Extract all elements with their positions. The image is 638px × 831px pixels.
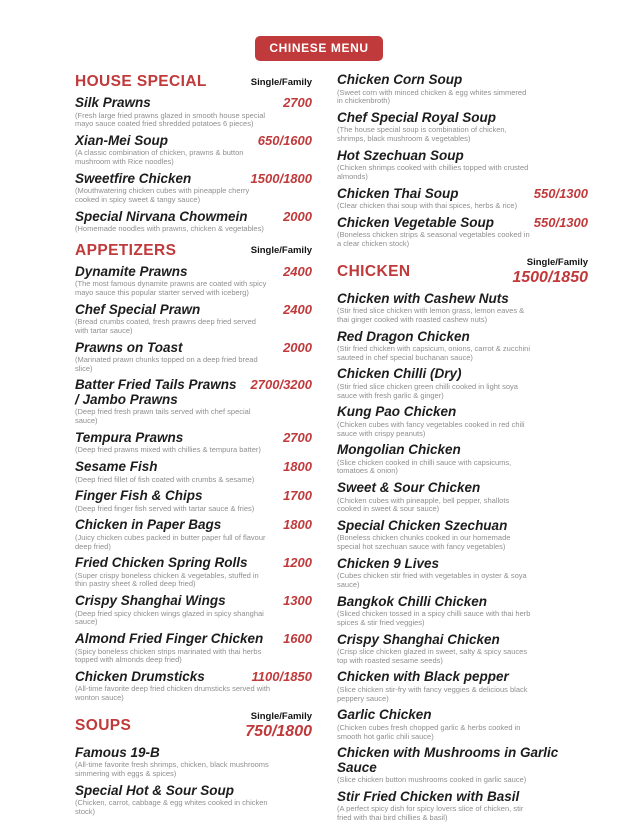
menu-item	[337, 633, 588, 666]
price-header-label: Single/Family	[526, 256, 588, 268]
item-description: (Stir fried slice chicken with lemon grass, lemon eaves & thai ginger cooked with roasted cashew nuts)	[337, 306, 525, 324]
item-name: Special Hot & Sour Soup	[75, 782, 235, 798]
section-header	[75, 242, 312, 260]
item-description: (Chicken shrimps cooked with chillies topped with crusted almonds)	[337, 163, 529, 181]
item-name: Chicken 9 Lives	[337, 555, 440, 571]
menu-title-badge: CHINESE MENU	[255, 36, 382, 61]
item-description: (Clear chicken thai soup with thai spices, herbs & rice)	[337, 201, 518, 211]
menu-item	[75, 556, 312, 589]
item-description: (Super crispy boneless chicken & vegetables, stuffed in thin pastry sheet & rolled deep fried)	[75, 570, 259, 589]
menu-item-row	[75, 210, 312, 225]
menu-item	[337, 405, 588, 438]
menu-item	[75, 784, 312, 817]
item-price: 1600	[283, 631, 312, 646]
item-name: Fried Chicken Spring Rolls	[75, 555, 248, 571]
item-name: Stir Fried Chicken with Basil	[337, 788, 520, 804]
item-price: 650/1600	[257, 132, 312, 148]
menu-item	[75, 489, 312, 513]
menu-item-row	[75, 518, 312, 533]
item-name: Famous 19-B	[75, 744, 160, 760]
menu-item	[75, 96, 312, 129]
menu-item	[337, 367, 588, 400]
menu-item	[75, 210, 312, 234]
item-name: Chicken with Cashew Nuts	[337, 290, 509, 306]
left-column	[75, 73, 312, 825]
item-price: 2700	[283, 429, 312, 445]
item-price: 2400	[283, 263, 312, 279]
item-name: Mongolian Chicken	[337, 442, 461, 458]
menu-item-row	[337, 111, 588, 126]
menu-item-row	[337, 187, 588, 202]
menu-item-row	[337, 73, 588, 88]
menu-item-row	[337, 790, 588, 805]
menu-item	[337, 292, 588, 325]
menu-item-row	[337, 557, 588, 572]
menu-item	[337, 519, 588, 552]
menu-item	[75, 518, 312, 551]
item-description: (Crisp slice chicken glazed in sweet, salty & spicy sauces top with roasted sesame seeds)	[337, 647, 528, 665]
item-description: (Sweet corn with minced chicken & egg whites simmered in chickenbroth)	[337, 87, 527, 106]
item-name: Chicken with Mushrooms in Garlic Sauce	[337, 745, 559, 775]
menu-item-row	[75, 784, 312, 799]
menu-item-row	[75, 341, 312, 356]
section-title: CHICKEN	[337, 262, 411, 280]
item-description: (Chicken cubes fresh chopped garlic & herbs cooked in smooth hot garlic chili sauce)	[337, 722, 521, 741]
menu-item-row	[75, 489, 312, 504]
item-name: Chicken Corn Soup	[337, 72, 463, 87]
item-price: 2400	[283, 301, 312, 317]
menu-item-row	[75, 265, 312, 280]
item-price: 1300	[283, 593, 312, 609]
item-name: Chicken Vegetable Soup	[337, 214, 495, 230]
menu-section	[75, 73, 312, 234]
item-name: Crispy Shanghai Chicken	[337, 631, 500, 647]
menu-item	[337, 790, 588, 823]
item-name: Sweetfire Chicken	[75, 170, 192, 186]
item-description: (Slice chicken stir-fry with fancy veggies & delicious black peppery sauce)	[337, 684, 528, 703]
price-header-label: Single/Family	[250, 245, 312, 257]
item-description: (All-time favorite deep fried chicken drumsticks served with wonton sauce)	[75, 684, 271, 703]
menu-item-row	[75, 594, 312, 609]
menu-item	[75, 265, 312, 298]
item-name: Almond Fried Finger Chicken	[75, 631, 264, 646]
item-name: Sesame Fish	[75, 459, 158, 474]
menu-item	[75, 134, 312, 167]
item-price: 1500/1800	[250, 170, 312, 186]
item-description: (Boneless chicken strips & seasonal vegetables cooked in a clear chicken stock)	[337, 230, 530, 248]
menu-item-row	[337, 443, 588, 458]
item-name: Tempura Prawns	[75, 429, 184, 445]
menu-item	[75, 341, 312, 374]
item-description: (The house special soup is combination of chicken, shrimps, black mushroom & vegetables)	[337, 125, 507, 144]
item-description: (Bread crumbs coated, fresh prawns deep fried served with tartar sauce)	[75, 317, 256, 335]
item-price: 2000	[283, 208, 312, 224]
item-name: Chicken Drumsticks	[75, 668, 205, 684]
menu-item-row	[337, 292, 588, 307]
item-name: Chicken in Paper Bags	[75, 517, 222, 533]
menu-item-row	[75, 670, 312, 685]
menu-item	[337, 708, 588, 741]
item-name: Chef Special Royal Soup	[337, 109, 497, 125]
item-price: 2700	[283, 95, 312, 110]
item-name: Xian-Mei Soup	[75, 132, 169, 148]
menu-item	[337, 330, 588, 363]
menu-item	[75, 632, 312, 665]
item-name: Chicken Chilli (Dry)	[337, 366, 462, 382]
menu-item-row	[75, 746, 312, 761]
item-name: Batter Fried Tails Prawns / Jambo Prawns	[75, 377, 237, 407]
item-description: (Mouthwatering chicken cubes with pineapple cherry cooked in spicy sweet & tangy sauce)	[75, 186, 250, 204]
item-name: Silk Prawns	[75, 95, 151, 110]
item-description: (Deep fried prawns mixed with chillies & tempura batter)	[75, 445, 261, 455]
item-description: (Deep fried finger fish served with tartar sauce & fries)	[75, 503, 255, 513]
item-description: (Homemade noodles with prawns, chicken & vegetables)	[75, 224, 264, 234]
item-name: Chicken Thai Soup	[337, 185, 459, 201]
section-price: 1500/1850	[512, 268, 588, 286]
item-price: 1800	[283, 517, 312, 533]
item-description: (Deep fried spicy chicken wings glazed in spicy shanghai sauce)	[75, 608, 264, 627]
menu-item-row	[75, 303, 312, 318]
section-title: APPETIZERS	[75, 241, 177, 259]
section-header	[337, 257, 588, 287]
section-price-header	[251, 77, 312, 88]
item-description: (Spicy boneless chicken strips marinated with thai herbs topped with almonds deep fried)	[75, 646, 262, 665]
item-description: (Sliced chicken tossed in a spicy chilli sauce with thai herb spices & stir fried veggies)	[337, 609, 531, 627]
section-title: SOUPS	[75, 716, 132, 734]
item-description: (Slice chicken cooked in chilli sauce with capsicums, tomatoes & onion)	[337, 457, 512, 476]
menu-item-row	[75, 431, 312, 446]
menu-item	[75, 746, 312, 779]
item-description: (Chicken cubes with pineapple, bell pepper, shallots cooked in sweet & sour sauce)	[337, 495, 510, 514]
item-description: (Fresh large fried prawns glazed in smooth house special mayo sauce coated fried shredded potatoes 6 pieces)	[75, 110, 266, 129]
menu-item	[337, 111, 588, 144]
item-description: (All-time favorite fresh shrimps, chicken, black mushrooms simmering with eggs & spices)	[75, 760, 269, 778]
menu-item-row	[337, 330, 588, 345]
menu-item	[337, 595, 588, 628]
menu-item	[337, 216, 588, 249]
item-description: (A classic combination of chicken, prawns & button mushroom with Rice noodles)	[75, 148, 244, 167]
menu-item-row	[337, 519, 588, 534]
section-header	[75, 73, 312, 91]
menu-item-row	[337, 708, 588, 723]
item-name: Kung Pao Chicken	[337, 404, 457, 420]
item-price: 1800	[283, 459, 312, 474]
item-description: (Cubes chicken stir fried with vegetables in oyster & soya sauce)	[337, 571, 527, 589]
price-header-label: Single/Family	[250, 710, 312, 722]
item-name: Hot Szechuan Soup	[337, 147, 464, 163]
section-price-header	[245, 711, 312, 741]
menu-item-row	[337, 149, 588, 164]
item-description: (Deep fried fresh prawn tails served with chef special sauce)	[75, 407, 251, 426]
item-name: Finger Fish & Chips	[75, 488, 203, 504]
item-price: 1100/1850	[251, 668, 312, 684]
item-price: 1700	[283, 488, 312, 504]
menu-section	[75, 711, 312, 817]
item-price: 550/1300	[533, 185, 588, 201]
menu-item-row	[75, 378, 312, 407]
menu-item	[75, 431, 312, 455]
item-description: (Slice chicken button mushrooms cooked in garlic sauce)	[337, 775, 527, 785]
section-title: HOUSE SPECIAL	[75, 73, 207, 90]
item-description: (Chicken, carrot, cabbage & egg whites cooked in chicken stock)	[75, 798, 268, 816]
item-description: (Deep fried fillet of fish coated with crumbs & sesame)	[75, 474, 255, 484]
item-name: Chef Special Prawn	[75, 301, 201, 317]
menu-item	[75, 460, 312, 484]
item-description: (Marinated prawn chunks topped on a deep fried bread slice)	[75, 355, 258, 373]
item-price: 550/1300	[533, 214, 588, 230]
menu-columns	[0, 61, 638, 831]
item-name: Garlic Chicken	[337, 707, 432, 723]
item-name: Dynamite Prawns	[75, 263, 188, 279]
menu-item-row	[75, 172, 312, 187]
item-description: (A perfect spicy dish for spicy lovers slice of chicken, stir fried with thai bird chillies & basil)	[337, 804, 524, 823]
menu-item	[75, 594, 312, 627]
menu-item-row	[337, 633, 588, 648]
menu-item	[75, 670, 312, 703]
menu-section	[75, 242, 312, 703]
menu-item	[337, 481, 588, 514]
menu-item	[337, 443, 588, 476]
menu-item-row	[337, 670, 588, 685]
price-header-label: Single/Family	[250, 76, 312, 88]
menu-item-row	[337, 746, 588, 775]
item-description: (Stir fried slice chicken green chilli cooked in light soya sauce with fresh garlic & ginger)	[337, 381, 518, 400]
item-description: (Juicy chicken cubes packed in butter paper full of flavour deep fried)	[75, 532, 266, 551]
menu-item	[337, 557, 588, 590]
item-name: Crispy Shanghai Wings	[75, 593, 226, 609]
menu-item	[337, 149, 588, 182]
menu-header	[0, 0, 638, 61]
section-price-header	[251, 245, 312, 256]
menu-section	[337, 257, 588, 823]
item-description: (Stir fried chicken with capsicum, onions, carrot & zucchini sauteed in chef special buchanan sauce)	[337, 344, 530, 362]
section-price: 750/1800	[245, 722, 312, 740]
menu-item	[337, 670, 588, 703]
item-description: (Boneless chicken chunks cooked in our homemade special hot szechuan sauce with fancy vegetables)	[337, 533, 511, 552]
menu-item	[337, 746, 588, 785]
menu-item-row	[75, 556, 312, 571]
item-name: Sweet & Sour Chicken	[337, 480, 481, 496]
menu-item	[337, 73, 588, 106]
menu-item-row	[337, 481, 588, 496]
item-name: Special Chicken Szechuan	[337, 517, 508, 533]
item-price: 2000	[283, 339, 312, 355]
menu-item-row	[75, 460, 312, 475]
item-price: 2700/3200	[250, 377, 312, 393]
item-description: (Chicken cubes with fancy vegetables cooked in red chili sauce with crispy peanuts)	[337, 419, 525, 438]
menu-item	[75, 303, 312, 336]
menu-item	[337, 187, 588, 211]
item-description: (The most famous dynamite prawns are coated with spicy mayo sauce this popular starter served with iceberg)	[75, 279, 267, 297]
item-name: Chicken with Black pepper	[337, 669, 509, 685]
menu-item-row	[75, 632, 312, 647]
menu-item	[75, 378, 312, 425]
menu-item-row	[75, 134, 312, 149]
item-name: Bangkok Chilli Chicken	[337, 593, 488, 609]
item-name: Special Nirvana Chowmein	[75, 208, 248, 224]
item-price: 1200	[283, 555, 312, 571]
menu-item	[75, 172, 312, 205]
menu-item-row	[337, 216, 588, 231]
section-header	[75, 711, 312, 741]
item-name: Prawns on Toast	[75, 339, 183, 355]
item-name: Red Dragon Chicken	[337, 328, 470, 344]
menu-section	[337, 73, 588, 249]
menu-item-row	[337, 405, 588, 420]
menu-item-row	[75, 96, 312, 111]
menu-item-row	[337, 595, 588, 610]
right-column	[337, 73, 588, 831]
section-price-header	[512, 257, 588, 287]
menu-item-row	[337, 367, 588, 382]
